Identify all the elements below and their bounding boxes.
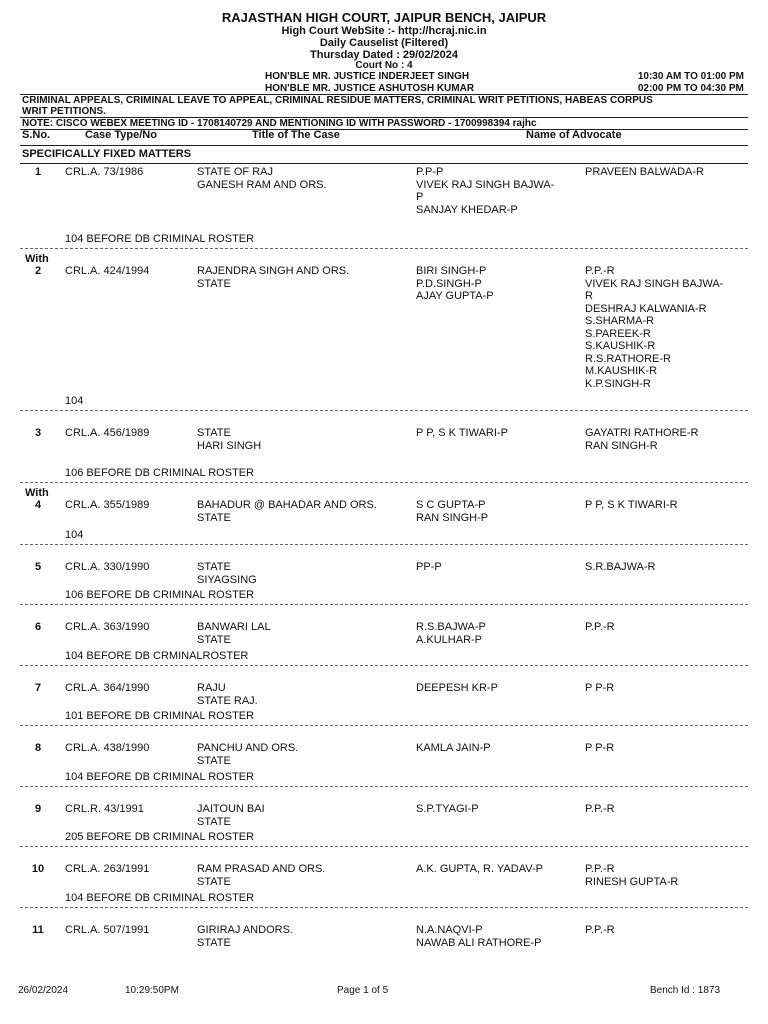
- footer-time: 10:29:50PM: [125, 985, 179, 996]
- case-title-line: STATE: [197, 875, 231, 888]
- respondent-advocate-line: VIVEK RAJ SINGH BAJWA-: [585, 277, 724, 290]
- case-title-line: BANWARI LAL: [197, 621, 271, 633]
- judge-name-1: HON'BLE MR. JUSTICE INDERJEET SINGH: [265, 71, 470, 82]
- case-title-line: STATE: [197, 561, 231, 573]
- respondent-advocate: [585, 621, 750, 634]
- case-title-line: STATE: [197, 511, 231, 524]
- case-serial-number: 11: [32, 924, 44, 936]
- case-title: [197, 427, 412, 452]
- roster-note: 106 BEFORE DB CRIMINAL ROSTER: [65, 467, 255, 479]
- respondent-advocate-line: GAYATRI RATHORE-R: [585, 427, 699, 439]
- judge-name-2: HON'BLE MR. JUSTICE ASHUTOSH KUMAR: [265, 83, 475, 94]
- respondent-advocate-line: S.KAUSHIK-R: [585, 340, 656, 352]
- respondent-advocate-line: S.R.BAJWA-R: [585, 561, 656, 573]
- petitioner-advocate-line: AJAY GUPTA-P: [416, 290, 494, 302]
- petitioner-advocate-line: BIRI SINGH-P: [416, 265, 487, 277]
- petitioner-advocate-line: DEEPESH KR-P: [416, 682, 498, 694]
- roster-note: 101 BEFORE DB CRIMINAL ROSTER: [65, 710, 255, 722]
- case-title-line: STATE: [197, 815, 231, 828]
- case-title-line: BAHADUR @ BAHADAR AND ORS.: [197, 499, 377, 511]
- case-title-line: RAM PRASAD AND ORS.: [197, 863, 326, 875]
- case-title-line: STATE RAJ.: [197, 694, 258, 707]
- petitioner-advocate-line: R.S.BAJWA-P: [416, 621, 486, 633]
- case-number: CRL.A. 355/1989: [65, 499, 150, 511]
- case-title-line: STATE: [197, 754, 231, 767]
- respondent-advocate-line: RINESH GUPTA-R: [585, 875, 679, 888]
- respondent-advocate-line: M.KAUSHIK-R: [585, 365, 658, 377]
- case-separator: [20, 665, 748, 666]
- case-separator: [20, 544, 748, 545]
- case-number: CRL.A. 263/1991: [65, 863, 150, 875]
- roster-note: 106 BEFORE DB CRIMINAL ROSTER: [65, 589, 255, 601]
- case-separator: [20, 786, 748, 787]
- case-serial-number: 10: [31, 863, 45, 875]
- case-title: [197, 561, 412, 586]
- respondent-advocate-line: P.P.-R: [585, 265, 615, 277]
- case-title-line: JAITOUN BAI: [197, 803, 265, 815]
- with-marker: With: [25, 253, 49, 265]
- case-number: CRL.A. 73/1986: [65, 166, 144, 178]
- petitioner-advocate-line: P.P-P: [416, 166, 444, 178]
- roster-note: 104 BEFORE DB CRMINALROSTER: [65, 650, 249, 662]
- case-number: CRL.A. 438/1990: [65, 742, 150, 754]
- session-time-1: 10:30 AM TO 01:00 PM: [637, 71, 744, 82]
- with-marker: With: [25, 487, 49, 499]
- footer-page: Page 1 of 5: [337, 985, 389, 996]
- respondent-advocate: [585, 265, 750, 390]
- case-serial-number: 2: [34, 265, 42, 277]
- petitioner-advocate-line: PP-P: [416, 561, 442, 573]
- respondent-advocate: [585, 427, 750, 452]
- case-title-line: STATE: [197, 427, 231, 439]
- petitioner-advocate: [416, 499, 581, 524]
- case-title: [197, 863, 412, 888]
- bench-judges: [0, 71, 768, 95]
- section-title: SPECIFICALLY FIXED MATTERS: [22, 148, 192, 160]
- respondent-advocate: [585, 561, 750, 574]
- case-number: CRL.A. 330/1990: [65, 561, 150, 573]
- petitioner-advocate-line: SANJAY KHEDAR-P: [416, 203, 518, 216]
- petitioner-advocate: [416, 427, 581, 440]
- matters-note-line-1: CRIMINAL APPEALS, CRIMINAL LEAVE TO APPEAL, CRIMINAL RESIDUE MATTERS, CRIMINAL WRIT PETITIONS, HABEAS CORPUS: [22, 95, 653, 106]
- respondent-advocate-line: R.S.RATHORE-R: [585, 352, 671, 365]
- respondent-advocate-line: R: [585, 290, 593, 302]
- respondent-advocate-line: P.P.-R: [585, 924, 615, 936]
- respondent-advocate-line: K.P.SINGH-R: [585, 377, 651, 390]
- petitioner-advocate: [416, 924, 581, 949]
- respondent-advocate-line: P.P.-R: [585, 621, 615, 633]
- respondent-advocate-line: P.P.-R: [585, 863, 615, 875]
- case-title: [197, 621, 412, 646]
- court-name: RAJASTHAN HIGH COURT, JAIPUR BENCH, JAIPUR: [221, 10, 547, 25]
- case-title-line: PANCHU AND ORS.: [197, 742, 299, 754]
- roster-note: 104 BEFORE DB CRIMINAL ROSTER: [65, 233, 255, 245]
- petitioner-advocate-line: P: [416, 191, 424, 203]
- case-number: CRL.A. 507/1991: [65, 924, 150, 936]
- case-serial-number: 8: [34, 742, 42, 754]
- roster-note: 205 BEFORE DB CRIMINAL ROSTER: [65, 831, 255, 843]
- petitioner-advocate-line: RAN SINGH-P: [416, 511, 489, 524]
- col-advocate: Name of Advocate: [526, 129, 622, 141]
- court-number: Court No : 4: [355, 60, 413, 71]
- case-serial-number: 9: [34, 803, 42, 815]
- matters-note: [22, 95, 746, 117]
- petitioner-advocate-line: VIVEK RAJ SINGH BAJWA-: [416, 178, 555, 191]
- case-number: CRL.R. 43/1991: [65, 803, 144, 815]
- case-serial-number: 7: [34, 682, 42, 694]
- case-title-line: RAJENDRA SINGH AND ORS.: [197, 265, 350, 277]
- col-title: Title of The Case: [252, 129, 340, 141]
- case-number: CRL.A. 424/1994: [65, 265, 150, 277]
- case-title-line: STATE OF RAJ: [197, 166, 273, 178]
- respondent-advocate-line: P P, S K TIWARI-R: [585, 499, 678, 511]
- footer-date: 26/02/2024: [18, 985, 69, 996]
- webex-note: NOTE: CISCO WEBEX MEETING ID - 1708140729 AND MENTIONING ID WITH PASSWORD - 1700998394 rajhc: [22, 118, 537, 129]
- case-serial-number: 3: [34, 427, 42, 439]
- respondent-advocate-line: DESHRAJ KALWANIA-R: [585, 302, 707, 315]
- case-serial-number: 6: [34, 621, 42, 633]
- matters-note-line-2: WRIT PETITIONS.: [22, 106, 106, 117]
- court-header: [0, 0, 768, 71]
- case-separator: [20, 482, 748, 483]
- case-serial-number: 1: [34, 166, 42, 178]
- case-number: CRL.A. 456/1989: [65, 427, 150, 439]
- col-case-type: Case Type/No: [85, 129, 157, 141]
- respondent-advocate-line: P P-R: [585, 742, 615, 754]
- respondent-advocate-line: S.PAREEK-R: [585, 327, 651, 340]
- session-time-2: 02:00 PM TO 04:30 PM: [637, 83, 744, 94]
- case-serial-number: 5: [34, 561, 42, 573]
- petitioner-advocate: [416, 561, 581, 574]
- respondent-advocate: [585, 803, 750, 816]
- respondent-advocate: [585, 742, 750, 755]
- roster-note: 104 BEFORE DB CRIMINAL ROSTER: [65, 771, 255, 783]
- petitioner-advocate-line: P P, S K TIWARI-P: [416, 427, 508, 439]
- case-number: CRL.A. 363/1990: [65, 621, 150, 633]
- section-rule: [20, 163, 748, 164]
- petitioner-advocate-line: KAMLA JAIN-P: [416, 742, 491, 754]
- respondent-advocate-line: PRAVEEN BALWADA-R: [585, 166, 704, 178]
- case-title: [197, 924, 412, 949]
- petitioner-advocate-line: A.K. GUPTA, R. YADAV-P: [416, 863, 543, 875]
- case-title-line: STATE: [197, 633, 231, 646]
- case-title: [197, 166, 412, 191]
- case-title-line: GANESH RAM AND ORS.: [197, 178, 327, 191]
- petitioner-advocate: [416, 166, 581, 216]
- case-separator: [20, 410, 748, 411]
- list-type: Daily Causelist (Filtered): [319, 37, 449, 49]
- case-title-line: SIYAGSING: [197, 573, 257, 586]
- petitioner-advocate-line: S.P.TYAGI-P: [416, 803, 479, 815]
- respondent-advocate: [585, 924, 750, 937]
- roster-note: 104 BEFORE DB CRIMINAL ROSTER: [65, 892, 255, 904]
- website-line: High Court WebSite :- http://hcraj.nic.in: [281, 25, 487, 37]
- respondent-advocate-line: RAN SINGH-R: [585, 439, 658, 452]
- case-title: [197, 682, 412, 707]
- roster-note: 104: [65, 395, 84, 407]
- case-title-line: HARI SINGH: [197, 439, 262, 452]
- respondent-advocate: [585, 863, 750, 888]
- case-separator: [20, 907, 748, 908]
- petitioner-advocate: [416, 863, 581, 876]
- petitioner-advocate: [416, 742, 581, 755]
- petitioner-advocate: [416, 682, 581, 695]
- case-title: [197, 499, 412, 524]
- case-title: [197, 803, 412, 828]
- petitioner-advocate: [416, 621, 581, 646]
- petitioner-advocate: [416, 803, 581, 816]
- col-sno: S.No.: [22, 129, 51, 141]
- respondent-advocate: [585, 499, 750, 512]
- roster-note: 104: [65, 529, 84, 541]
- case-number: CRL.A. 364/1990: [65, 682, 150, 694]
- case-title-line: STATE: [197, 936, 231, 949]
- case-title: [197, 265, 412, 290]
- case-title-line: GIRIRAJ ANDORS.: [197, 924, 293, 936]
- petitioner-advocate-line: P.D.SINGH-P: [416, 277, 482, 290]
- case-title: [197, 742, 412, 767]
- respondent-advocate: [585, 682, 750, 695]
- case-separator: [20, 248, 748, 249]
- case-serial-number: 4: [34, 499, 42, 511]
- respondent-advocate: [585, 166, 750, 179]
- respondent-advocate-line: P P-R: [585, 682, 615, 694]
- footer-bench: Bench Id : 1873: [650, 985, 721, 996]
- respondent-advocate-line: P.P.-R: [585, 803, 615, 815]
- list-date: Thursday Dated : 29/02/2024: [310, 49, 458, 61]
- case-separator: [20, 846, 748, 847]
- case-separator: [20, 604, 748, 605]
- petitioner-advocate-line: A.KULHAR-P: [416, 633, 483, 646]
- petitioner-advocate-line: NAWAB ALI RATHORE-P: [416, 936, 542, 949]
- petitioner-advocate-line: S C GUPTA-P: [416, 499, 486, 511]
- petitioner-advocate: [416, 265, 581, 303]
- petitioner-advocate-line: N.A.NAQVI-P: [416, 924, 483, 936]
- case-title-line: STATE: [197, 277, 231, 290]
- columns-bottom-rule: [20, 145, 748, 146]
- case-separator: [20, 725, 748, 726]
- case-title-line: RAJU: [197, 682, 226, 694]
- respondent-advocate-line: S.SHARMA-R: [585, 315, 655, 327]
